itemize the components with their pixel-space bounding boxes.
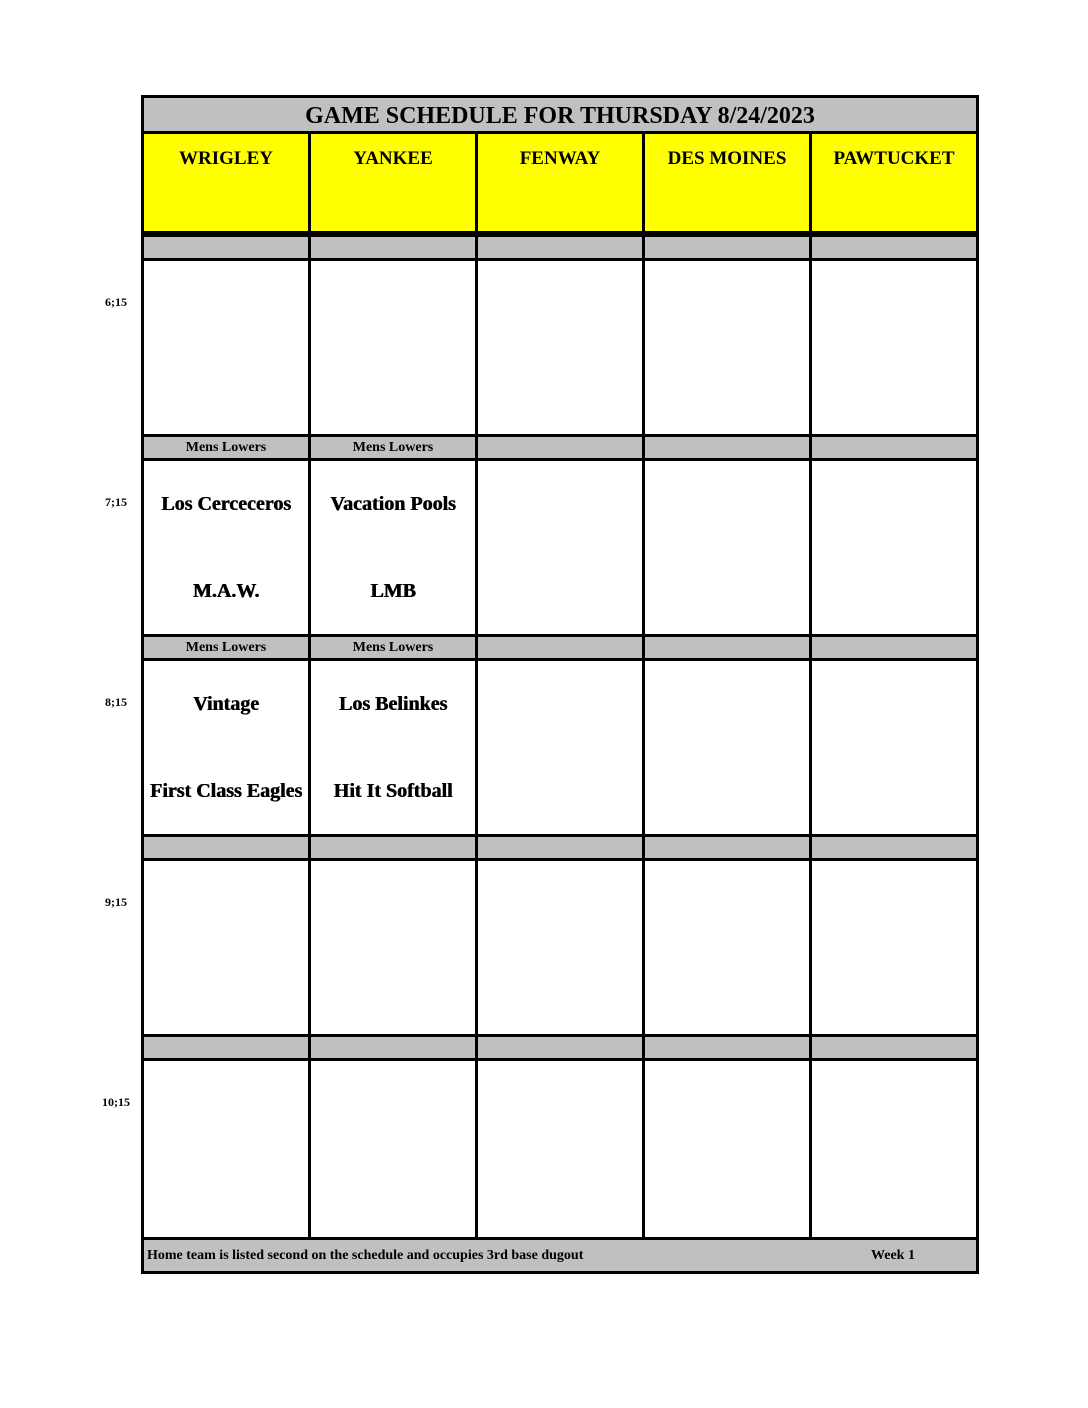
visiting-team: Los Cerceceros xyxy=(161,493,291,515)
field-header-fenway: FENWAY xyxy=(478,134,642,234)
division-label: Mens Lowers xyxy=(185,440,267,455)
week-label: Week 1 xyxy=(871,1248,915,1263)
time-label: 6;15 xyxy=(105,295,127,309)
schedule-footer xyxy=(144,1237,976,1271)
column-divider xyxy=(475,134,478,1237)
division-row xyxy=(144,634,976,661)
division-row xyxy=(144,434,976,461)
field-header-des-moines: DES MOINES xyxy=(645,134,809,234)
visiting-team: Los Belinkes xyxy=(338,693,448,715)
field-header-wrigley: WRIGLEY xyxy=(144,134,308,234)
home-team: M.A.W. xyxy=(192,580,260,602)
division-row xyxy=(144,234,976,261)
schedule-sheet xyxy=(141,95,979,1274)
column-divider xyxy=(642,134,645,1237)
schedule-title: GAME SCHEDULE FOR THURSDAY 8/24/2023 xyxy=(144,98,976,134)
field-header-pawtucket: PAWTUCKET xyxy=(812,134,976,234)
time-label: 9;15 xyxy=(105,895,127,909)
field-header-yankee: YANKEE xyxy=(311,134,475,234)
visiting-team: Vacation Pools xyxy=(330,493,456,515)
division-label: Mens Lowers xyxy=(352,640,434,655)
division-row xyxy=(144,834,976,861)
home-team: LMB xyxy=(370,580,416,602)
visiting-team: Vintage xyxy=(193,693,259,715)
time-label: 8;15 xyxy=(105,695,127,709)
time-label: 10;15 xyxy=(102,1095,130,1109)
time-label: 7;15 xyxy=(105,495,127,509)
column-divider xyxy=(809,134,812,1237)
home-team: Hit It Softball xyxy=(333,780,453,802)
division-label: Mens Lowers xyxy=(185,640,267,655)
home-team: First Class Eagles xyxy=(149,780,303,802)
column-divider xyxy=(308,134,311,1237)
division-label: Mens Lowers xyxy=(352,440,434,455)
division-row xyxy=(144,1034,976,1061)
footer-note: Home team is listed second on the schedule and occupies 3rd base dugout xyxy=(147,1248,584,1263)
